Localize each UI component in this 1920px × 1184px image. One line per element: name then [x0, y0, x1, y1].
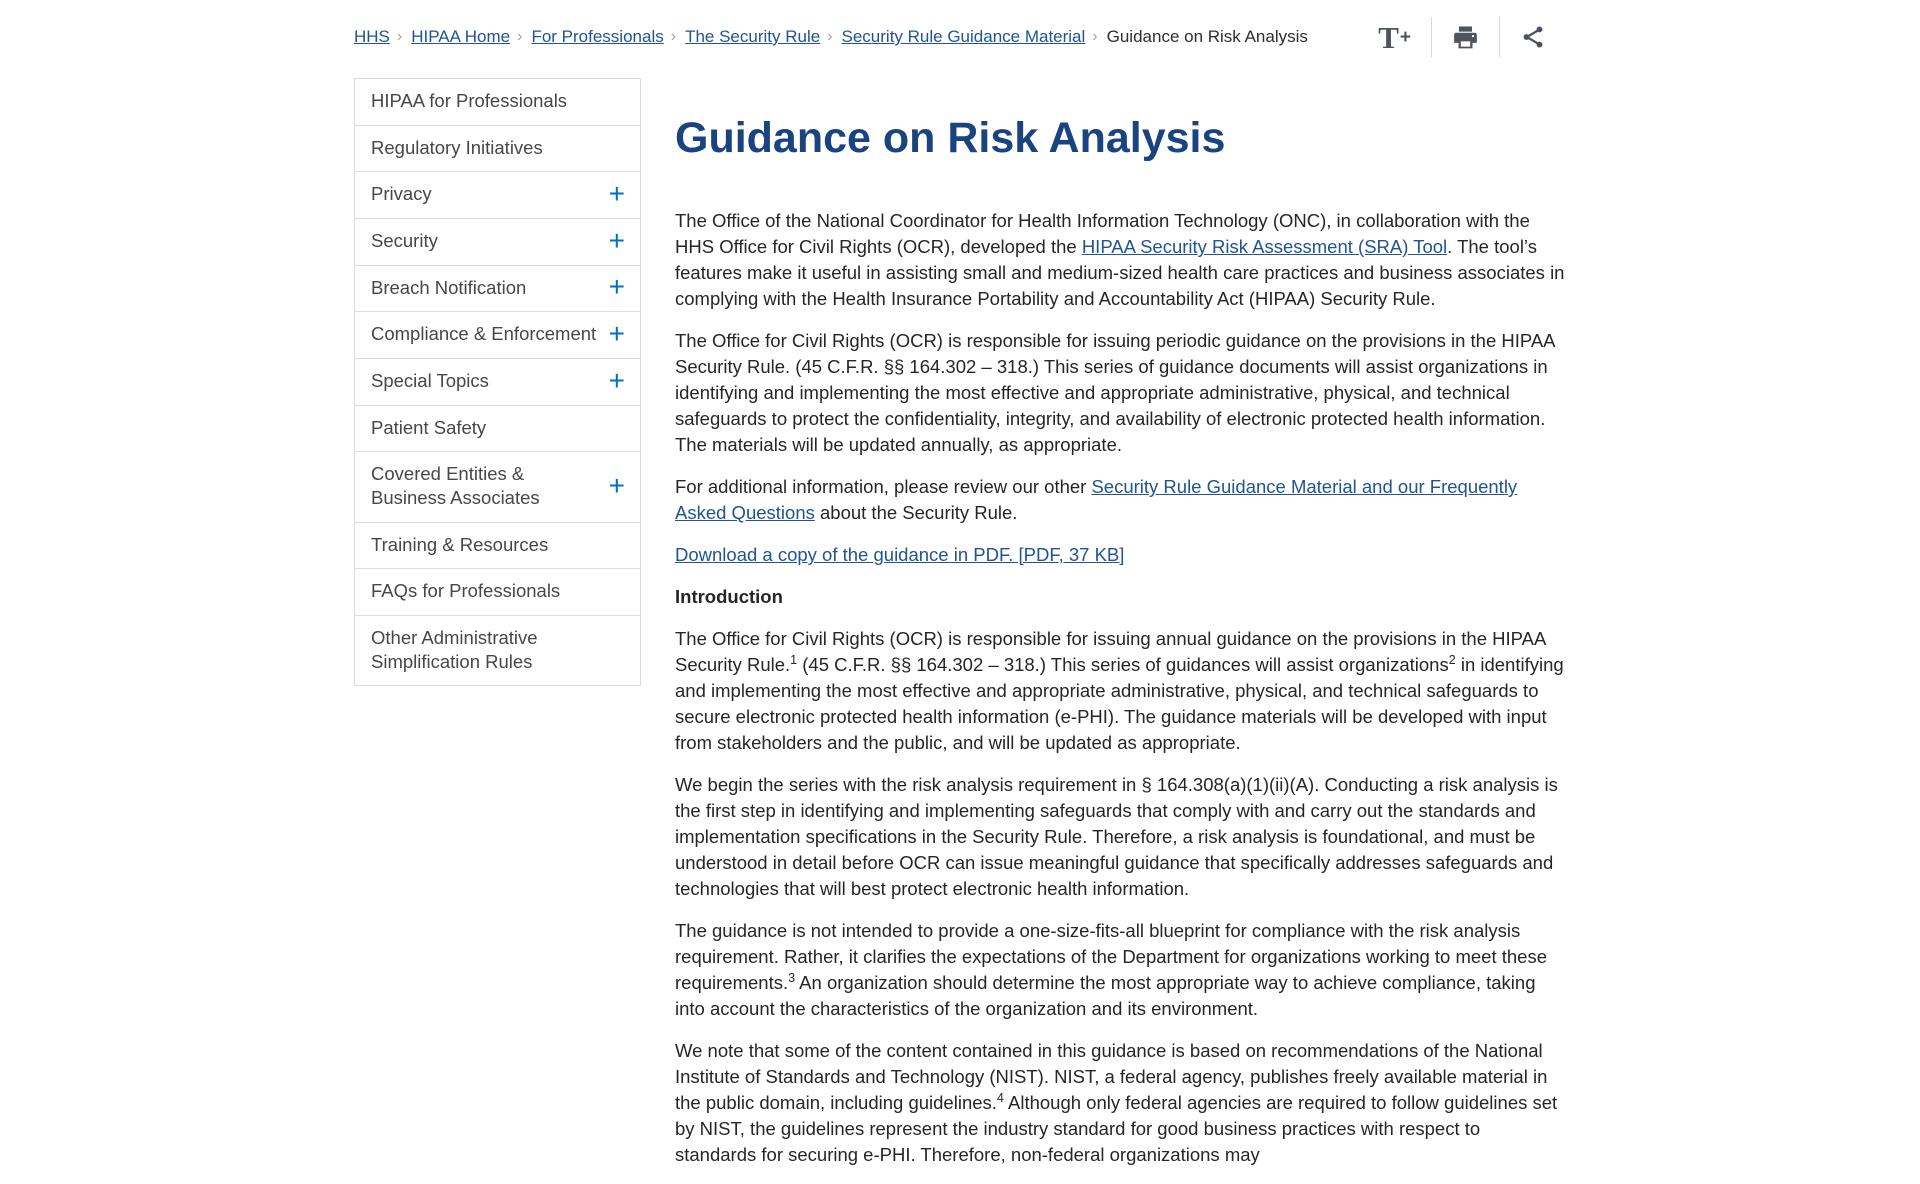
text-run: The guidance is not intended to provide a one-size-fits-all blueprint for compliance with the risk analysis requirement. Rather, it clarifies the expectations of the Department for organizations working to meet these requirements.	[675, 920, 1548, 994]
sidebar-item-other-administrative-simplification-rules[interactable]	[355, 615, 640, 685]
sidebar-item-privacy[interactable]	[355, 171, 640, 218]
footnote-ref[interactable]: 4	[996, 1091, 1004, 1105]
footnote-ref[interactable]: 3	[788, 971, 796, 985]
share-icon	[1520, 24, 1546, 50]
text-run: Introduction	[675, 586, 783, 608]
expand-plus-icon[interactable]: +	[608, 364, 625, 396]
sidebar-item-breach-notification[interactable]	[355, 265, 640, 312]
text-run: (45 C.F.R. §§ 164.302 – 318.) This series of guidances will assist organizations	[797, 654, 1449, 676]
sidebar-item-regulatory-initiatives[interactable]	[355, 125, 640, 172]
chevron-right-icon: ›	[827, 28, 833, 45]
breadcrumb-link-hipaa-home[interactable]: HIPAA Home	[411, 27, 511, 46]
text-run: . The tool’s features make it useful in assisting small and medium-sized health care practices and business associates in complying with the Health Insurance Portability and Accountability Act (HIPAA) Security Rule.	[675, 236, 1565, 310]
breadcrumb-link-guidance-material[interactable]: Security Rule Guidance Material	[841, 27, 1086, 46]
breadcrumb-link-for-professionals[interactable]: For Professionals	[531, 27, 664, 46]
share-button[interactable]	[1500, 16, 1566, 58]
sidebar-item-label: FAQs for Professionals	[371, 580, 561, 602]
printer-icon	[1452, 24, 1479, 51]
text-run: The Office for Civil Rights (OCR) is responsible for issuing periodic guidance on the provisions in the HIPAA Security Rule. (45 C.F.R. §§ 164.302 – 318.) This series of guidance documents will assist organizations in identifying and implementing the most effective and appropriate administrative, physical, and technical safeguards to protect the confidentiality, integrity, and availability of electronic protected health information. The materials will be updated annually, as appropriate.	[675, 330, 1555, 456]
sidebar-item-label: Other Administrative Simplification Rules	[371, 627, 538, 672]
expand-plus-icon[interactable]: +	[608, 224, 625, 256]
expand-plus-icon[interactable]: +	[608, 271, 625, 303]
text-run: For additional information, please review our other	[675, 476, 1092, 498]
breadcrumb-link-hhs[interactable]: HHS	[354, 27, 390, 46]
sidebar-item-label: Covered Entities & Business Associates	[371, 463, 540, 509]
section-heading	[675, 584, 1566, 610]
content-area	[354, 72, 1566, 1184]
chevron-right-icon: ›	[1092, 28, 1098, 45]
text-link[interactable]: Security Rule Guidance Material and our Frequently Asked Questions	[675, 476, 1518, 524]
text-run: about the Security Rule.	[814, 502, 1018, 524]
paragraph	[675, 1038, 1566, 1168]
sidebar-item-special-topics[interactable]	[355, 358, 640, 405]
text-run: The Office of the National Coordinator for Health Information Technology (ONC), in collaboration with the HHS Office for Civil Rights (OCR), developed the	[675, 210, 1530, 258]
page-utility-bar	[354, 0, 1566, 62]
text-link[interactable]: HIPAA Security Risk Assessment (SRA) Tool	[1081, 236, 1448, 258]
page-title: Guidance on Risk Analysis	[675, 114, 1226, 162]
sidebar-item-label: Compliance & Enforcement	[371, 323, 597, 345]
paragraph	[675, 208, 1566, 312]
text-resize-button[interactable]	[1358, 16, 1431, 58]
text-resize-plus: +	[1399, 26, 1411, 48]
sidebar-item-label: Privacy	[371, 183, 432, 205]
sidebar-item-label: Patient Safety	[371, 416, 487, 438]
paragraph	[675, 626, 1566, 756]
main-content	[675, 72, 1566, 1184]
sidebar-item-patient-safety[interactable]	[355, 405, 640, 452]
utility-buttons	[1358, 16, 1566, 58]
sidebar-item-label: Special Topics	[371, 370, 489, 392]
breadcrumb-current: Guidance on Risk Analysis	[1106, 27, 1308, 46]
page	[354, 0, 1566, 1184]
expand-plus-icon[interactable]: +	[608, 177, 625, 209]
footnote-ref[interactable]: 2	[1448, 653, 1456, 667]
chevron-right-icon: ›	[517, 28, 523, 45]
sidebar-item-label: Training & Resources	[371, 533, 549, 555]
text-resize-icon: T	[1378, 19, 1399, 55]
sidebar-item-label: Regulatory Initiatives	[371, 136, 543, 158]
text-run: Although only federal agencies are required to follow guidelines set by NIST, the guidelines represent the industry standard for good business practices with respect to standards for securing e-PHI. Therefore, non-federal organizations may	[675, 1092, 1558, 1166]
sidebar-item-label: Breach Notification	[371, 276, 527, 298]
paragraph	[675, 918, 1566, 1022]
chevron-right-icon: ›	[396, 28, 403, 45]
footnote-ref[interactable]: 1	[790, 653, 798, 667]
text-run: We begin the series with the risk analysis requirement in § 164.308(a)(1)(ii)(A). Conducting a risk analysis is the first step in identifying and implementing safeguards that comply with and carry out the standards and implementation specifications in the Security Rule. Therefore, a risk analysis is foundational, and must be understood in detail before OCR can issue meaningful guidance that specifically addresses safeguards and technologies that will best protect electronic health information.	[675, 774, 1558, 900]
text-run: We note that some of the content contained in this guidance is based on recommendations of the National Institute of Standards and Technology (NIST). NIST, a federal agency, publishes freely available material in the public domain, including guidelines.	[675, 1040, 1548, 1114]
text-run: The Office for Civil Rights (OCR) is responsible for issuing annual guidance on the provisions in the HIPAA Security Rule.	[675, 628, 1546, 676]
sidebar-item-compliance-enforcement[interactable]	[355, 311, 640, 358]
paragraph	[675, 474, 1566, 526]
sidebar-item-training-resources[interactable]	[355, 522, 640, 569]
article-body	[675, 208, 1566, 1168]
sidebar-item-label: HIPAA for Professionals	[371, 90, 568, 111]
left-nav	[354, 78, 641, 686]
breadcrumb-link-security-rule[interactable]: The Security Rule	[685, 27, 821, 46]
print-button[interactable]	[1432, 16, 1499, 58]
paragraph	[675, 542, 1566, 568]
paragraph	[675, 772, 1566, 902]
sidebar-item-hipaa-for-professionals[interactable]	[355, 79, 640, 125]
text-run: An organization should determine the most appropriate way to achieve compliance, taking into account the characteristics of the organization and its environment.	[675, 972, 1536, 1020]
expand-plus-icon[interactable]: +	[608, 318, 625, 349]
chevron-right-icon: ›	[670, 28, 677, 45]
text-run: in identifying and implementing the most effective and appropriate administrative, physical, and technical safeguards to secure electronic protected health information (e-PHI). The guidance materials will be developed with input from stakeholders and the public, and will be updated as appropriate.	[675, 654, 1564, 754]
breadcrumb	[354, 27, 1308, 47]
paragraph	[675, 328, 1566, 458]
sidebar-item-faqs-for-professionals[interactable]	[355, 568, 640, 615]
sidebar-item-security[interactable]	[355, 218, 640, 265]
sidebar-item-covered-entities-business-associates[interactable]	[355, 451, 640, 521]
expand-plus-icon[interactable]: +	[608, 469, 625, 501]
text-link[interactable]: Download a copy of the guidance in PDF. [PDF, 37 KB]	[675, 544, 1125, 566]
left-nav-list	[354, 78, 641, 686]
sidebar-item-label: Security	[371, 230, 438, 252]
